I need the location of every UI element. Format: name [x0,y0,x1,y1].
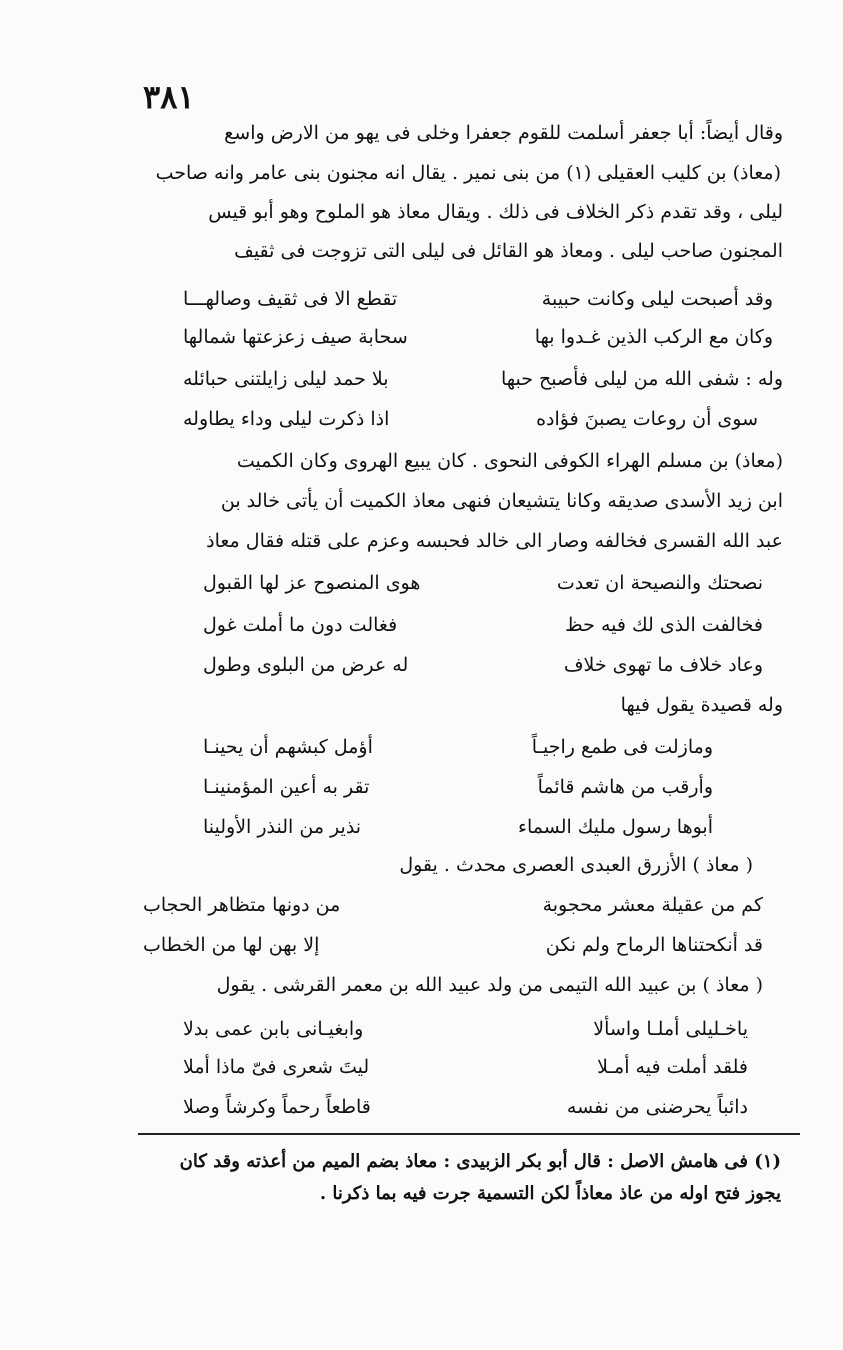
text-line-3: ليلى ، وقد تقدم ذكر الخلاف فى ذلك . ويقال معاذ هو الملوح وهو أبو قيس [208,201,783,223]
text-line-19: ( معاذ ) الأزرق العبدى العصرى محدث . يقول [399,854,753,876]
verse-first-hemistich: وأرقب من هاشم قائماً [537,776,713,798]
verse-second-hemistich: هوى المنصوح عز لها القبول [203,572,421,594]
verse-3 [183,364,783,394]
verse-first-hemistich: وله : شفى الله من ليلى فأصبح حبها [500,368,783,390]
text-line-10: ابن زيد الأسدى صديقه وكانا يتشيعان فنهى معاذ الكميت أن يأتى خالد بن [220,490,783,512]
verse-second-hemistich: فغالت دون ما أملت غول [203,614,398,636]
footnote-line-1: (١) فى هامش الاصل : قال أبو بكر الزبيدى : معاذ بضم الميم من أعذته وقد كان [179,1151,781,1172]
verse-8 [203,732,713,762]
text-line-1: وقال أيضاً: أبا جعفر أسلمت للقوم جعفرا وخلى فى يهو من الارض واسع [224,122,783,144]
verse-second-hemistich: تقطع الا فى ثقيف وصالهـــا [183,288,398,310]
verse-second-hemistich: وابغيـانى بابن عمى بدلا [183,1018,364,1040]
verse-11 [143,890,763,920]
footnote-divider [138,1133,800,1135]
verse-first-hemistich: نصحتك والنصيحة ان تعدت [556,572,763,594]
page-number: ٣٨١ [143,78,195,116]
text-line-22: ( معاذ ) بن عبيد الله التيمى من ولد عبيد الله بن معمر القرشى . يقول [216,974,763,996]
verse-second-hemistich: تقر به أعين المؤمنينـا [203,776,370,798]
verse-2 [183,322,783,352]
verse-10 [203,812,713,842]
verse-7 [203,650,763,680]
verse-6 [203,610,763,640]
verse-first-hemistich: ياخـليلى أملـا واسألا [593,1018,748,1040]
verse-second-hemistich: بلا حمد ليلى زايلتنى حبائله [183,368,389,390]
verse-second-hemistich: ليتَ شعرى فىّ ماذا أملا [183,1056,370,1078]
text-line-2: (معاذ) بن كليب العقيلى (١) من بنى نمير . يقال انه مجنون بنى عامر وانه صاحب [155,162,781,184]
verse-second-hemistich: اذا ذكرت ليلى وداء يطاوله [183,408,390,430]
verse-second-hemistich: له عرض من البلوى وطول [203,654,409,676]
verse-13 [183,1014,748,1044]
verse-first-hemistich: قد أنكحتناها الرماح ولم نكن [545,934,763,956]
text-line-4: المجنون صاحب ليلى . ومعاذ هو القائل فى ليلى التى تزوجت فى ثقيف [234,240,783,262]
verse-15 [183,1092,748,1122]
footnote-line-2: يجوز فتح اوله من عاذ معاذاً لكن التسمية جرت فيه بما ذكرنا . [319,1183,781,1204]
text-line-9: (معاذ) بن مسلم الهراء الكوفى النحوى . كان يبيع الهروى وكان الكميت [236,450,783,472]
verse-first-hemistich: ومازلت فى طمع راجيـاً [531,736,713,758]
verse-second-hemistich: قاطعاً رحماً وكرشاً وصلا [183,1096,371,1118]
verse-first-hemistich: فلقد أملت فيه أمـلا [597,1056,748,1078]
verse-first-hemistich: سوى أن روعات يصبنَ فؤاده [536,408,758,430]
verse-first-hemistich: دائباً يحرضنى من نفسه [566,1096,748,1118]
verse-second-hemistich: أؤمل كبشهم أن يحينـا [203,736,373,758]
verse-first-hemistich: أبوها رسول مليك السماء [518,816,713,838]
verse-12 [143,930,763,960]
verse-first-hemistich: فخالفت الذى لك فيه حظ [565,614,763,636]
verse-14 [183,1052,748,1082]
text-line-11: عبد الله القسرى فخالفه وصار الى خالد فحبسه وعزم على قتله فقال معاذ [206,530,783,552]
verse-first-hemistich: وكان مع الركب الذين غـدوا بها [534,326,773,348]
verse-5 [203,568,763,598]
verse-1 [183,284,783,314]
verse-first-hemistich: كم من عقيلة معشر محجوبة [542,894,763,916]
text-line-15: وله قصيدة يقول فيها [620,694,783,716]
verse-second-hemistich: سحابة صيف زعزعتها شمالها [183,326,408,348]
verse-second-hemistich: إلا بهن لها من الخطاب [143,934,320,956]
verse-first-hemistich: وعاد خلاف ما تهوى خلاف [563,654,763,676]
verse-4 [183,404,783,434]
verse-9 [203,772,713,802]
verse-second-hemistich: من دونها متظاهر الحجاب [143,894,341,916]
verse-first-hemistich: وقد أصبحت ليلى وكانت حبيبة [541,288,773,310]
verse-second-hemistich: نذير من النذر الأولينا [203,816,362,838]
